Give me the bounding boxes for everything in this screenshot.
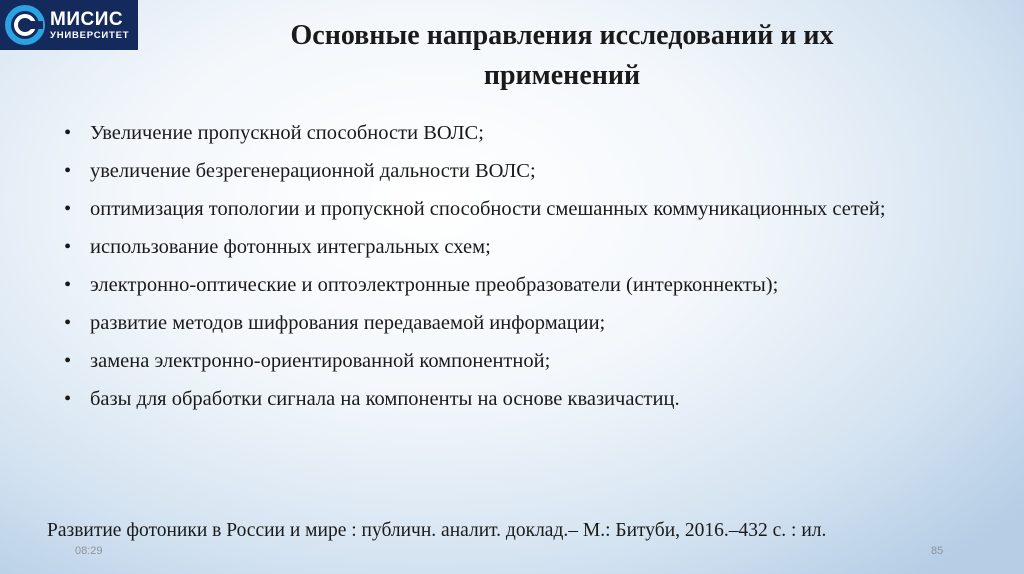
logo-name: МИСИС bbox=[50, 8, 124, 30]
bullet-list bbox=[62, 120, 888, 424]
bullet-item bbox=[62, 272, 888, 299]
slide-number: 85 bbox=[931, 545, 944, 557]
bullet-dot: • bbox=[64, 160, 72, 182]
bullet-text: развитие методов шифрования передаваемой информации; bbox=[90, 312, 606, 334]
bullet-text: электронно-оптические и оптоэлектронные преобразователи (интерконнекты); bbox=[90, 274, 779, 296]
slide-title bbox=[200, 16, 924, 96]
bullet-dot: • bbox=[64, 236, 72, 258]
bullet-item bbox=[62, 196, 888, 223]
bullet-dot: • bbox=[64, 350, 72, 372]
logo-subtitle: УНИВЕРСИТЕТ bbox=[50, 29, 130, 41]
bullet-dot: • bbox=[64, 274, 72, 296]
bullet-dot: • bbox=[64, 312, 72, 334]
bullet-text: замена электронно-ориентированной компонентной; bbox=[90, 350, 551, 372]
bullet-item bbox=[62, 234, 888, 261]
bullet-item bbox=[62, 158, 888, 185]
bullet-dot: • bbox=[64, 122, 72, 144]
bullet-item bbox=[62, 386, 888, 413]
slide-title-line-1: Основные направления исследований и их bbox=[290, 20, 834, 51]
logo-ring-icon bbox=[0, 0, 48, 50]
source-citation: Развитие фотоники в России и мире : публичн. аналит. доклад.– М.: Битуби, 2016.–432 с. : ил. bbox=[47, 520, 827, 541]
university-logo bbox=[0, 0, 138, 50]
bullet-item bbox=[62, 348, 888, 375]
slide-title-line-2: применений bbox=[483, 60, 641, 91]
bullet-text: увеличение безрегенерационной дальности ВОЛС; bbox=[90, 160, 536, 182]
bullet-dot: • bbox=[64, 198, 72, 220]
slide-time: 08:29 bbox=[75, 545, 103, 557]
bullet-text: использование фотонных интегральных схем; bbox=[90, 236, 491, 258]
bullet-text: Увеличение пропускной способности ВОЛС; bbox=[90, 122, 484, 144]
bullet-text: базы для обработки сигнала на компоненты на основе квазичастиц. bbox=[90, 388, 680, 410]
bullet-text: оптимизация топологии и пропускной способности смешанных коммуникационных сетей; bbox=[90, 198, 886, 220]
bullet-item bbox=[62, 310, 888, 337]
bullet-item bbox=[62, 120, 888, 147]
bullet-dot: • bbox=[64, 388, 72, 410]
